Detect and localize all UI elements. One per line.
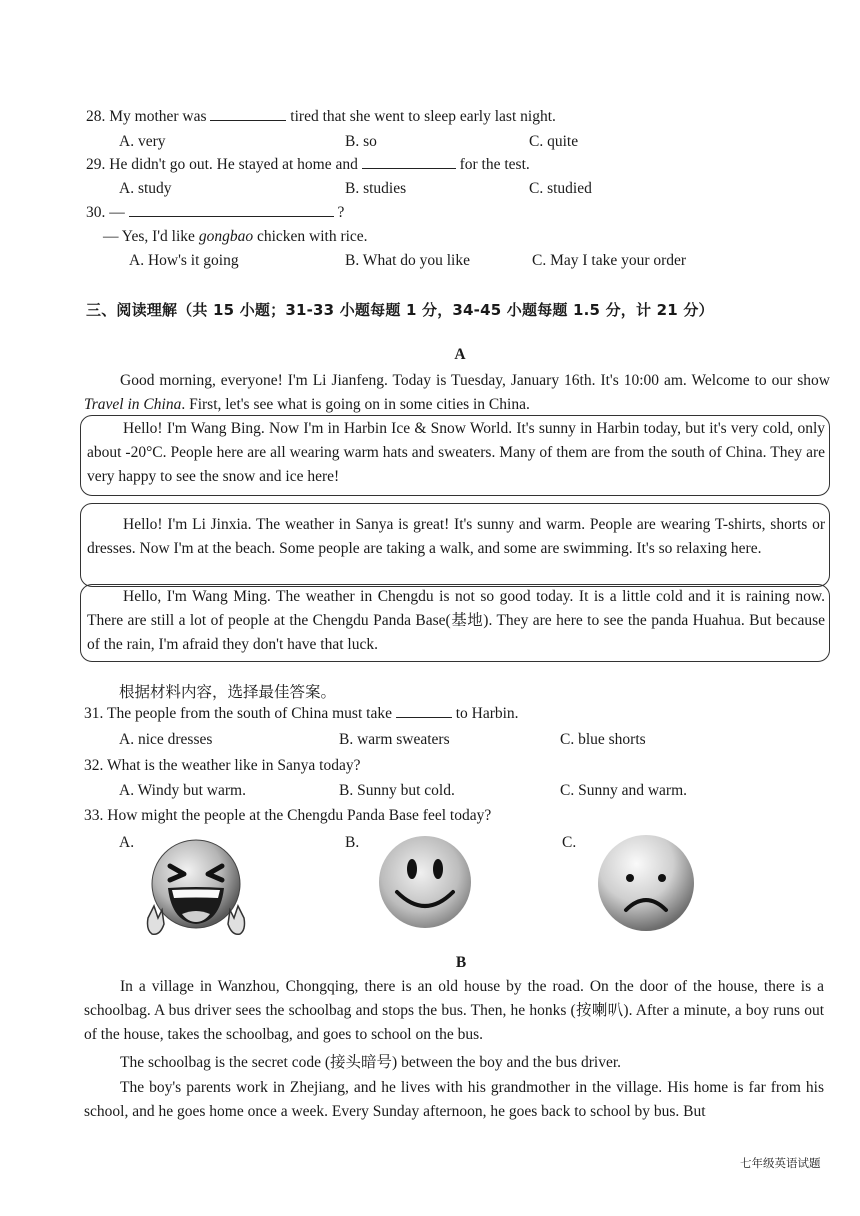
dialogue-reply [103,228,368,246]
option-c: C. blue shorts [560,731,646,748]
answer-blank [396,716,452,718]
question-number: 28. [86,108,106,125]
intro-text: Good morning, everyone! I'm Li Jianfeng. Today is Tuesday, January 16th. It's 10:00 am. Welcome to our show [120,372,830,389]
question-text: He didn't go out. He stayed at home and [109,156,358,173]
question-31 [84,705,519,723]
laughing-face-icon [146,836,250,942]
option-c: C. studied [529,180,592,197]
report-text: Hello! I'm Li Jinxia. The weather in Sanya is great! It's sunny and warm. People are wearing T-shirts, shorts or dresses. Now I'm at the beach. Some people are taking a walk, and some are swimming. It's so relaxing here. [87,516,825,557]
question-text: My mother was [109,108,207,125]
option-b: B. [345,834,360,851]
smiley-face-icon [375,832,475,932]
passage-b-heading: B [455,954,467,971]
option-b: B. What do you like [345,252,470,269]
option-c: C. [562,834,577,851]
page-footer: 七年级英语试题 [740,1156,821,1170]
question-29 [86,156,530,174]
report-text: Hello! I'm Wang Bing. Now I'm in Harbin Ice & Snow World. It's sunny in Harbin today, but it's very cold, only about -20°C. People here are all wearing warm hats and sweaters. Many of them are from the south of China. They are very happy to see the snow and ice here! [87,420,825,485]
option-a: A. Windy but warm. [119,782,246,799]
passage-b-paragraph-3: The boy's parents work in Zhejiang, and he lives with his grandmother in the village. His home is far from his school, and he goes home once a week. Every Sunday afternoon, he goes back to school by bus. But [84,1079,824,1120]
reply-text: chicken with rice. [253,228,368,245]
answer-blank [210,119,286,121]
option-a: A. nice dresses [119,731,213,748]
report-text: Hello, I'm Wang Ming. The weather in Chengdu is not so good today. It is a little cold and it is raining now. There are still a lot of people at the Chengdu Panda Base(基地). They are here to see the panda Huahua. But because of the rain, I'm afraid they don't have that luck. [87,588,825,653]
option-a: A. How's it going [129,252,239,269]
option-b: B. Sunny but cold. [339,782,455,799]
passage-a-intro [84,369,830,417]
question-number: 31. [84,705,104,722]
question-text: tired that she went to sleep early last night. [290,108,556,125]
option-c: C. quite [529,133,579,150]
show-title: Travel in China [84,396,182,413]
reply-italic: gongbao [198,228,254,245]
question-text: to Harbin. [455,705,519,722]
question-text: ? [337,204,345,221]
option-a: A. very [119,133,166,150]
intro-text: . First, let's see what is going on in some cities in China. [181,396,530,413]
option-b: B. warm sweaters [339,731,450,748]
passage-b-paragraph-1: In a village in Wanzhou, Chongqing, there is an old house by the road. On the door of the house, there is a schoolbag. A bus driver sees the schoolbag and stops the bus. Then, he honks (按喇叭). After a minute, a boy runs out of the house, takes the schoolbag, and goes to school on the bus. [84,978,824,1043]
option-b: B. studies [345,180,407,197]
reply-text: — Yes, I'd like [103,228,199,245]
instruction: 根据材料内容，选择最佳答案。 [119,684,337,701]
question-33: 33. How might the people at the Chengdu Panda Base feel today? [84,807,492,824]
option-b: B. so [345,133,377,150]
option-a: A. [119,834,135,851]
answer-blank [362,167,456,169]
question-text: The people from the south of China must take [106,705,392,722]
passage-b-paragraph-2: The schoolbag is the secret code (接头暗号) between the boy and the bus driver. [120,1054,622,1071]
sad-face-icon [594,832,698,934]
report-box-harbin [80,415,830,496]
section-heading: 三、阅读理解（共 15 小题；31-33 小题每题 1 分，34-45 小题每题 1.5 分，计 21 分） [86,301,714,319]
question-28 [86,108,556,126]
option-c: C. May I take your order [532,252,687,269]
report-box-chengdu [80,584,830,662]
question-number: 29. [86,156,106,173]
question-number: 30. — [86,204,125,221]
question-32: 32. What is the weather like in Sanya today? [84,757,361,774]
option-c: C. Sunny and warm. [560,782,688,799]
option-a: A. study [119,180,172,197]
report-box-sanya [80,503,830,587]
question-30 [86,204,344,222]
passage-a-heading: A [454,346,466,363]
answer-blank [129,215,334,217]
question-text: for the test. [459,156,530,173]
